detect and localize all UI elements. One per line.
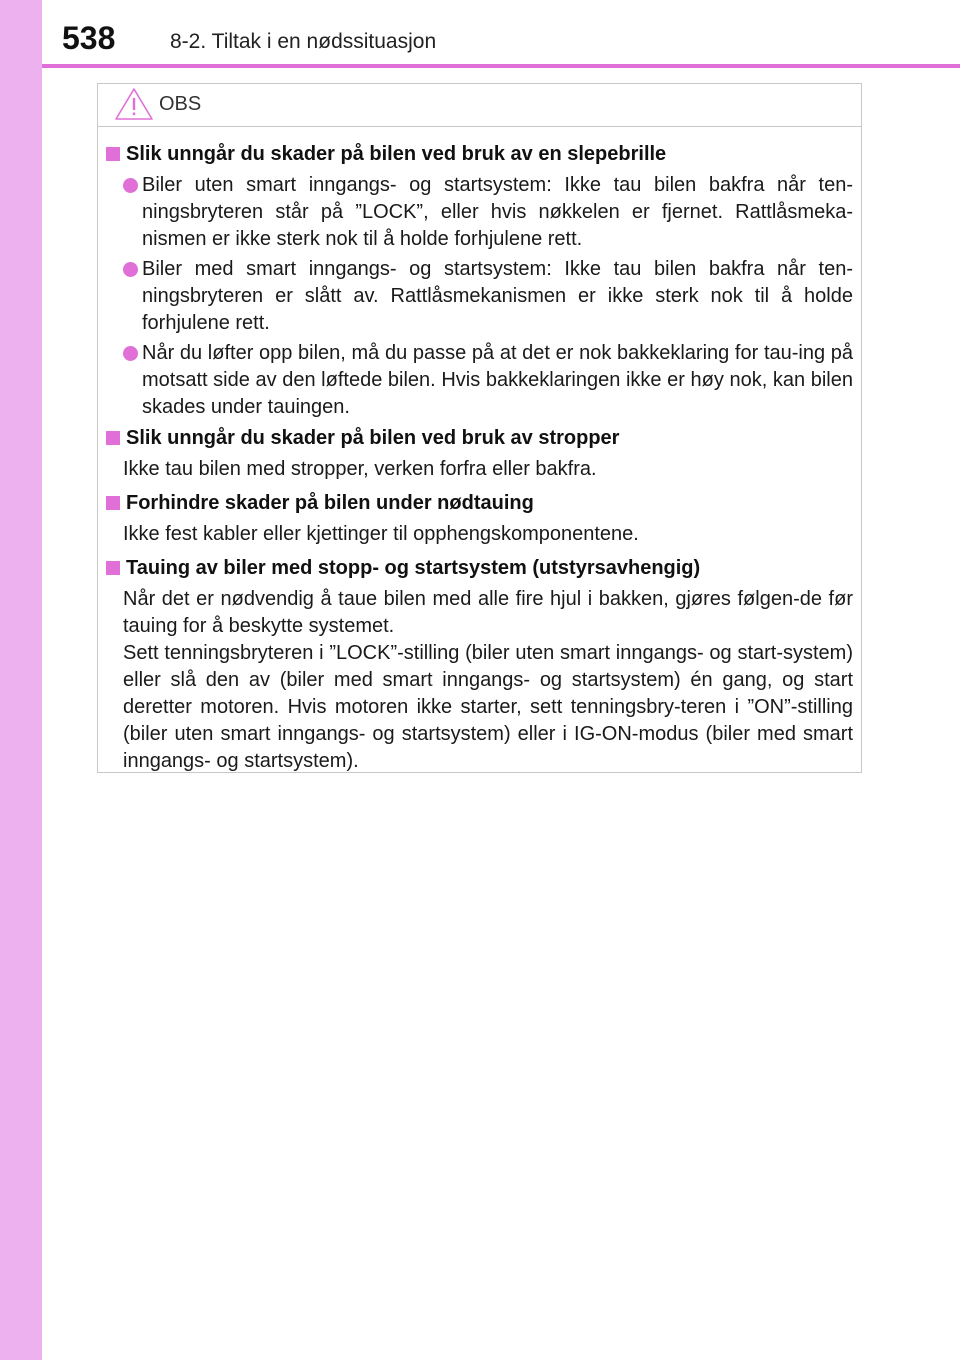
section-heading: Slik unngår du skader på bilen ved bruk av en slepebrille (98, 140, 853, 168)
paragraph: Sett tenningsbryteren i ”LOCK”-stilling (biler uten smart inngangs- og start-system) eller slå den av (biler med smart inngangs- og startsystem) én gang, og start deretter motoren. Hvis motoren ikke starter, sett tenningsbry-teren i ”ON”-stilling (biler uten smart inngangs- og startsystem) eller i IG-ON-modus (biler med smart inngangs- og startsystem). (123, 642, 853, 772)
square-bullet-icon (106, 496, 120, 510)
list-item: Biler uten smart inngangs- og startsystem: Ikke tau bilen bakfra når ten-ningsbryteren står på ”LOCK”, eller hvis nøkkelen er fjernet. Rattlåsmeka-nismen er ikke sterk nok til å holde forhjulene rett. (98, 172, 853, 253)
header-rule (42, 64, 960, 68)
paragraph: Ikke fest kabler eller kjettinger til opphengskomponentene. (123, 523, 639, 545)
round-bullet-icon (123, 178, 138, 193)
section-heading: Forhindre skader på bilen under nødtauing (98, 489, 853, 517)
side-color-band (0, 0, 42, 1360)
section-heading: Slik unngår du skader på bilen ved bruk av stropper (98, 424, 853, 452)
caution-box (97, 83, 862, 773)
list-item: Biler med smart inngangs- og startsystem: Ikke tau bilen bakfra når ten-ningsbryteren er slått av. Rattlåsmekanismen er ikke sterk nok til å holde forhjulene rett. (98, 256, 853, 337)
paragraph: Når det er nødvendig å taue bilen med alle fire hjul i bakken, gjøres følgen-de før tauing for å beskytte systemet. (123, 588, 853, 637)
warning-triangle-icon (114, 87, 154, 121)
square-bullet-icon (106, 147, 120, 161)
round-bullet-icon (123, 262, 138, 277)
caution-content (98, 140, 861, 781)
caution-header (98, 84, 861, 127)
list-item: Når du løfter opp bilen, må du passe på at det er nok bakkeklaring for tau-ing på motsatt side av den løftede bilen. Hvis bakkeklaringen ikke er høy nok, kan bilen skades under tauingen. (98, 340, 853, 421)
square-bullet-icon (106, 431, 120, 445)
round-bullet-icon (123, 346, 138, 361)
section-title: 8-2. Tiltak i en nødssituasjon (170, 30, 437, 53)
square-bullet-icon (106, 561, 120, 575)
section-heading: Tauing av biler med stopp- og startsystem (utstyrsavhengig) (98, 554, 853, 582)
caution-label: OBS (159, 93, 202, 115)
paragraph: Ikke tau bilen med stropper, verken forfra eller bakfra. (123, 458, 597, 480)
page-number: 538 (62, 20, 116, 56)
